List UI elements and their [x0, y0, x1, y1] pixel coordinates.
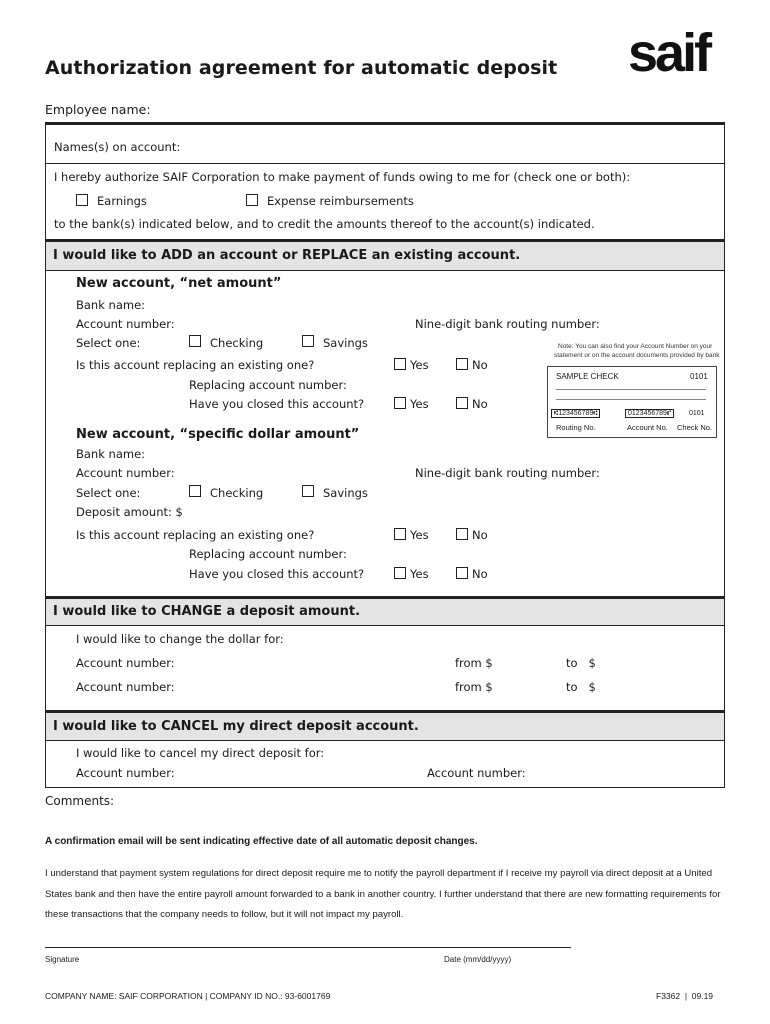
- change-row-2-to-label: to $: [566, 680, 596, 694]
- net-select-one-label: Select one:: [76, 336, 141, 350]
- account-caption: Account No.: [627, 423, 668, 432]
- specific-checking-checkbox[interactable]: [189, 485, 201, 497]
- change-row-1-to-label: to $: [566, 656, 596, 670]
- comments-label: Comments:: [45, 794, 115, 808]
- saif-logo: saif: [628, 23, 710, 83]
- change-row-1-from-label: from $: [455, 656, 493, 670]
- net-replacing-yes-label: Yes: [410, 358, 429, 372]
- net-account-number-label: Account number:: [76, 317, 175, 331]
- net-routing-label: Nine-digit bank routing number:: [415, 317, 600, 331]
- check-routing-digits: ⑆123456789⑆: [551, 409, 600, 418]
- check-account-digits: 0123456789⑈: [625, 409, 674, 418]
- change-section-heading: I would like to CHANGE a deposit amount.: [46, 596, 724, 626]
- specific-closed-no-label: No: [472, 567, 488, 581]
- net-closed-question: Have you closed this account?: [189, 397, 365, 411]
- specific-savings-checkbox[interactable]: [302, 485, 314, 497]
- specific-replacing-yes-checkbox[interactable]: [394, 528, 406, 540]
- check-note-line-1: Note: You can also find your Account Number on your: [558, 343, 713, 350]
- date-label: Date (mm/dd/yyyy): [444, 955, 512, 964]
- check-line: [556, 389, 706, 390]
- cancel-section-heading: I would like to CANCEL my direct deposit account.: [46, 710, 724, 741]
- authorization-statement: I hereby authorize SAIF Corporation to make payment of funds owing to me for (check one or both):: [54, 170, 631, 184]
- names-on-account-label: Names(s) on account:: [54, 140, 181, 154]
- specific-amount-title: New account, “specific dollar amount”: [76, 427, 360, 442]
- change-row-2-from-label: from $: [455, 680, 493, 694]
- net-bank-name-label: Bank name:: [76, 298, 146, 312]
- signature-line[interactable]: [45, 947, 571, 948]
- specific-replacing-yes-label: Yes: [410, 528, 429, 542]
- form-frame: [45, 122, 725, 788]
- net-replacing-number-label: Replacing account number:: [189, 378, 347, 392]
- earnings-checkbox[interactable]: [76, 194, 88, 206]
- net-closed-no-checkbox[interactable]: [456, 397, 468, 409]
- specific-routing-label: Nine-digit bank routing number:: [415, 466, 600, 480]
- expense-reimbursements-checkbox[interactable]: [246, 194, 258, 206]
- specific-closed-yes-checkbox[interactable]: [394, 567, 406, 579]
- expense-reimbursements-label: Expense reimbursements: [267, 194, 414, 208]
- confirmation-notice: A confirmation email will be sent indicating effective date of all automatic deposit changes.: [45, 836, 478, 847]
- net-checking-checkbox[interactable]: [189, 335, 201, 347]
- net-checking-label: Checking: [210, 336, 264, 350]
- specific-replacing-no-checkbox[interactable]: [456, 528, 468, 540]
- check-check-digits: 0101: [689, 410, 705, 417]
- signature-label: Signature: [45, 955, 80, 964]
- add-section-heading: I would like to ADD an account or REPLACE an existing account.: [46, 239, 724, 271]
- specific-checking-label: Checking: [210, 486, 264, 500]
- specific-bank-name-label: Bank name:: [76, 447, 146, 461]
- net-replacing-question: Is this account replacing an existing one?: [76, 358, 315, 372]
- specific-replacing-question: Is this account replacing an existing one?: [76, 528, 315, 542]
- page-title: Authorization agreement for automatic deposit: [45, 57, 558, 79]
- sample-check-number: 0101: [690, 372, 708, 381]
- specific-replacing-no-label: No: [472, 528, 488, 542]
- net-savings-label: Savings: [323, 336, 368, 350]
- cancel-account-left-label: Account number:: [76, 766, 175, 780]
- legal-paragraph: I understand that payment system regulations for direct deposit require me to notify the payroll department if I receive my payroll via direct deposit at a United States bank and then have the entire payroll amount forwarded to a bank in another country. I further understand that there are new formatting requirements for these transactions that the company needs to follow, but it will not impact my payroll.: [45, 868, 721, 920]
- specific-account-number-label: Account number:: [76, 466, 175, 480]
- check-caption: Check No.: [677, 423, 713, 432]
- divider: [46, 163, 724, 164]
- specific-closed-yes-label: Yes: [410, 567, 429, 581]
- change-row-1-account-label: Account number:: [76, 656, 175, 670]
- check-note-line-2: statement or on the account documents provided by bank: [554, 352, 720, 359]
- net-replacing-no-checkbox[interactable]: [456, 358, 468, 370]
- net-replacing-yes-checkbox[interactable]: [394, 358, 406, 370]
- sample-check-illustration: [547, 366, 717, 438]
- net-closed-yes-checkbox[interactable]: [394, 397, 406, 409]
- net-savings-checkbox[interactable]: [302, 335, 314, 347]
- check-line: [556, 399, 706, 400]
- cancel-account-right-label: Account number:: [427, 766, 526, 780]
- footer-form-id: F3362 | 09.19: [656, 991, 714, 1001]
- sample-check-label: SAMPLE CHECK: [556, 372, 619, 381]
- net-amount-title: New account, “net amount”: [76, 276, 282, 291]
- specific-closed-question: Have you closed this account?: [189, 567, 365, 581]
- change-row-2-account-label: Account number:: [76, 680, 175, 694]
- specific-savings-label: Savings: [323, 486, 368, 500]
- change-intro: I would like to change the dollar for:: [76, 632, 284, 646]
- employee-name-label: Employee name:: [45, 102, 151, 117]
- specific-select-one-label: Select one:: [76, 486, 141, 500]
- routing-caption: Routing No.: [556, 423, 596, 432]
- specific-deposit-amount-label: Deposit amount: $: [76, 505, 183, 519]
- net-closed-no-label: No: [472, 397, 488, 411]
- net-closed-yes-label: Yes: [410, 397, 429, 411]
- to-bank-statement: to the bank(s) indicated below, and to credit the amounts thereof to the account(s) indicated.: [54, 217, 595, 231]
- footer-company: COMPANY NAME: SAIF CORPORATION | COMPANY ID NO.: 93-6001769: [45, 991, 331, 1001]
- cancel-intro: I would like to cancel my direct deposit for:: [76, 746, 325, 760]
- specific-replacing-number-label: Replacing account number:: [189, 547, 347, 561]
- earnings-label: Earnings: [97, 194, 147, 208]
- specific-closed-no-checkbox[interactable]: [456, 567, 468, 579]
- net-replacing-no-label: No: [472, 358, 488, 372]
